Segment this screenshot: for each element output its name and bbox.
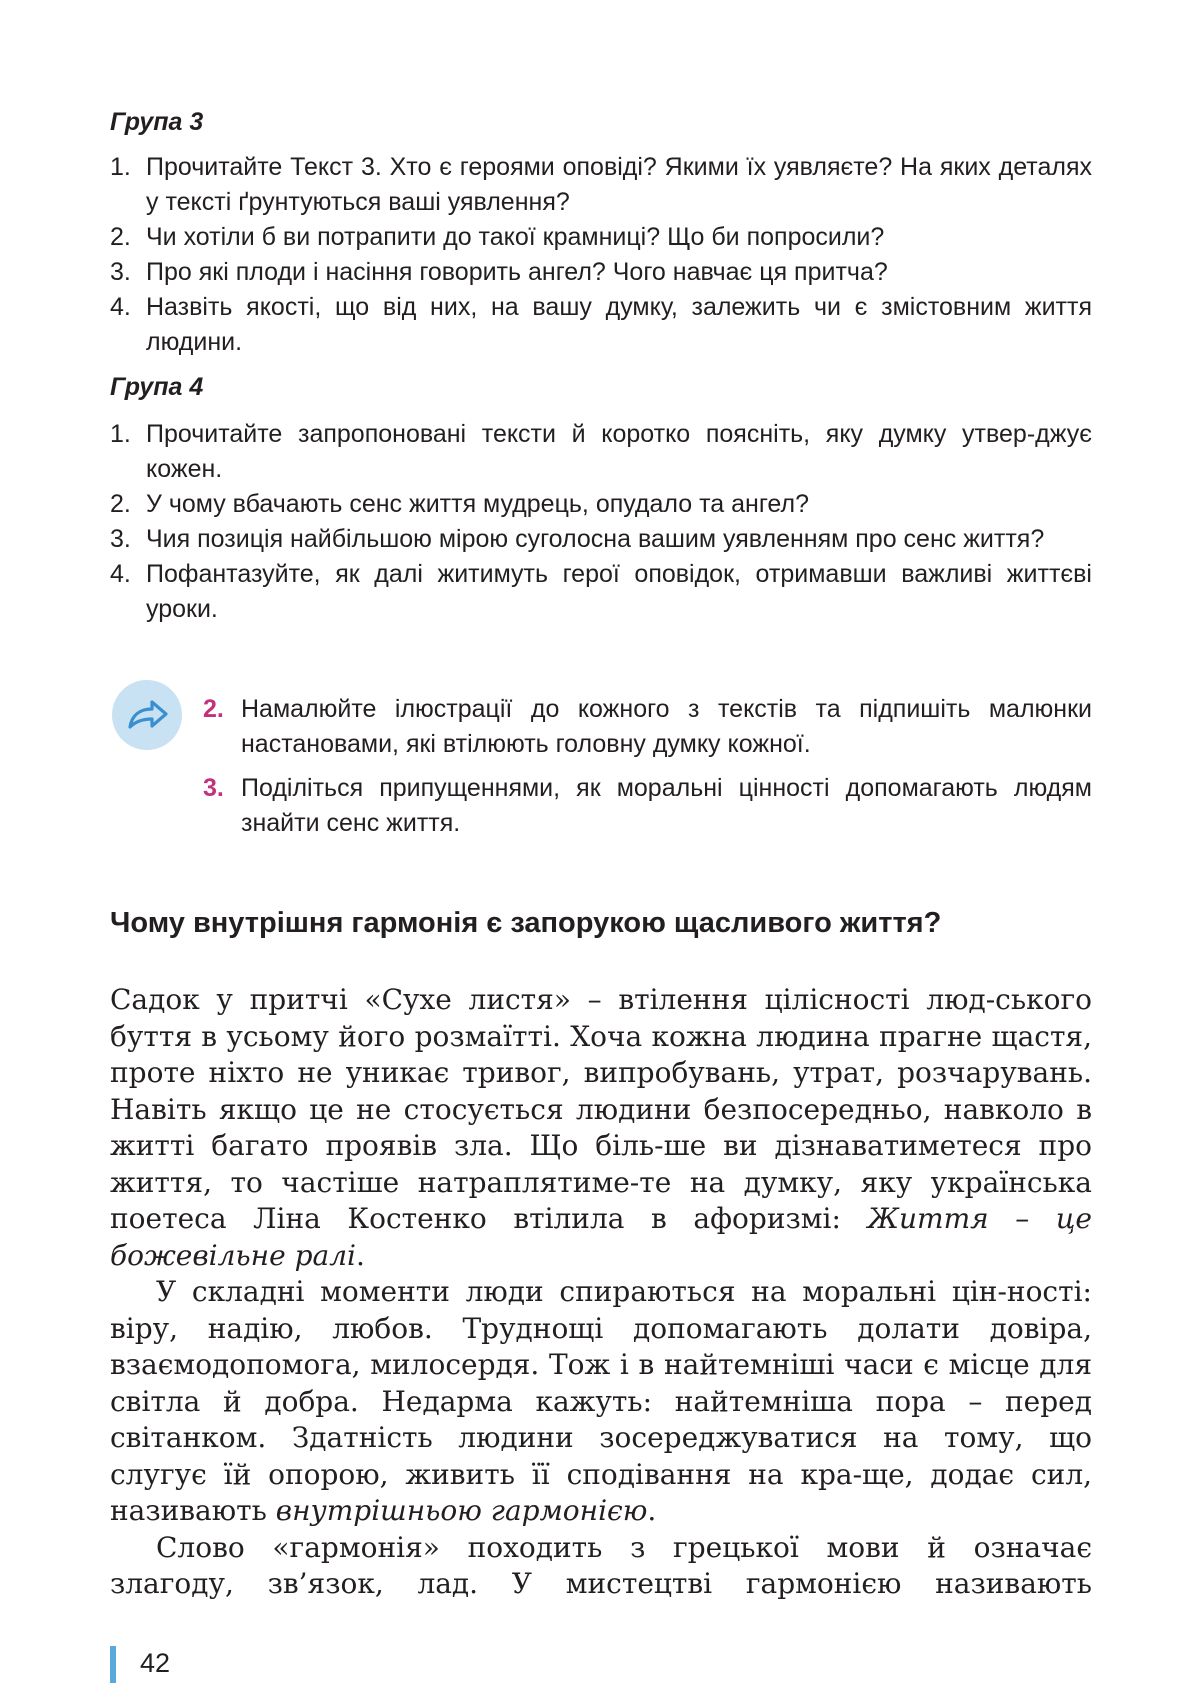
item-text: Чия позиція найбільшою мірою суголосна вашим уявленням про сенс життя? xyxy=(146,525,1045,553)
tasks-list xyxy=(203,692,1092,850)
task-number: 2. xyxy=(203,695,224,723)
item-number: 2. xyxy=(110,490,131,518)
paragraph xyxy=(110,1274,1092,1530)
item-number: 4. xyxy=(110,293,131,321)
task-number: 3. xyxy=(203,774,224,802)
paragraph xyxy=(110,1530,1092,1603)
paragraph-text: Слово «гармонія» походить з грецької мови й означає злагоду, зв’язок, лад. У мистецтві гармонією називають xyxy=(110,1530,1092,1600)
item-text: Пофантазуйте, як далі житимуть герої оповідок, отримавши важливі життєві уроки. xyxy=(146,560,1092,623)
item-number: 3. xyxy=(110,525,131,553)
item-number: 3. xyxy=(110,258,131,286)
list-item xyxy=(110,557,1092,627)
item-number: 2. xyxy=(110,223,131,251)
page-accent-bar xyxy=(110,1646,116,1683)
paragraph-end: . xyxy=(355,1238,365,1272)
paragraph-end: . xyxy=(647,1494,657,1527)
paragraph xyxy=(110,982,1092,1274)
group-3-title: Група 3 xyxy=(110,108,204,136)
paragraph-text: Садок у притчі «Сухе листя» – втілення цілісності люд-ського буття в усьому його розмаїтті. Хоча кожна людина прагне щастя, проте ніхто не уникає тривог, випробувань, утрат, розчарувань. Навіть якщо це не стосується людини безпосередньо, навколо в житті багато проявів зла. Що біль-ше ви дізнаватиметеся про життя, то частіше натраплятиме-те на думку, яку українська поетеса Ліна Костенко втілила в афоризмі: xyxy=(110,983,1092,1235)
item-number: 1. xyxy=(110,153,131,181)
list-item xyxy=(110,522,1092,557)
task-text: Поділіться припущеннями, як моральні цінності допомагають людям знайти сенс життя. xyxy=(241,774,1092,837)
item-text: У чому вбачають сенс життя мудрець, опудало та ангел? xyxy=(146,490,810,518)
item-text: Про які плоди і насіння говорить ангел? Чого навчає ця притча? xyxy=(146,258,888,286)
item-text: Прочитайте запропоновані тексти й коротко поясніть, яку думку утвер-джує кожен. xyxy=(146,420,1092,483)
list-item xyxy=(110,255,1092,290)
item-number: 4. xyxy=(110,560,131,588)
share-arrow-icon xyxy=(112,680,182,750)
task-item xyxy=(203,771,1092,841)
italic-quote: Життя – це божевільне ралі xyxy=(110,1202,1092,1272)
body-text xyxy=(110,982,1092,1603)
paragraph-text: У складні моменти люди спираються на моральні цін-ності: віру, надію, любов. Труднощі допомагають долати довіра, взаємодопомога, милосердя. Тож і в найтемніші часи є місце для світла й добра. Недарма кажуть: найтемніша пора – перед світанком. Здатність людини зосереджуватися на тому, що слугує їй опорою, живить її сподівання на кра-ще, додає сил, називають xyxy=(110,1275,1092,1527)
section-heading: Чому внутрішня гармонія є запорукою щасливого життя? xyxy=(110,907,942,939)
page-number: 42 xyxy=(140,1648,171,1678)
group-4-questions xyxy=(110,417,1092,627)
italic-term: внутрішньою гармонією xyxy=(275,1494,648,1527)
list-item xyxy=(110,487,1092,522)
item-text: Назвіть якості, що від них, на вашу думку, залежить чи є змістовним життя людини. xyxy=(146,293,1092,356)
task-text: Намалюйте ілюстрації до кожного з текстів та підпишіть малюнки настановами, які втілюють головну думку кожної. xyxy=(241,695,1092,758)
item-text: Прочитайте Текст 3. Хто є героями оповіді? Якими їх уявляєте? На яких деталях у тексті ґрунтуються ваші уявлення? xyxy=(146,153,1092,216)
list-item xyxy=(110,150,1092,220)
item-number: 1. xyxy=(110,420,131,448)
item-text: Чи хотіли б ви потрапити до такої крамниці? Що би попросили? xyxy=(146,223,885,251)
group-3-questions xyxy=(110,150,1092,360)
list-item xyxy=(110,290,1092,360)
group-4-title: Група 4 xyxy=(110,373,204,401)
task-item xyxy=(203,692,1092,762)
list-item xyxy=(110,220,1092,255)
list-item xyxy=(110,417,1092,487)
